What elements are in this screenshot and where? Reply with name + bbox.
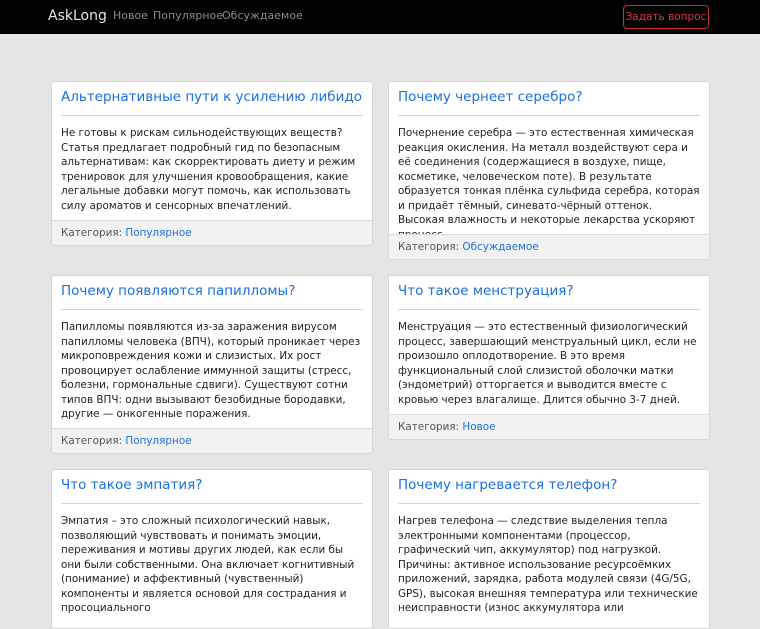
question-card (388, 275, 710, 440)
card-divider (61, 503, 363, 504)
card-divider (398, 503, 700, 504)
question-title-link[interactable]: Альтернативные пути к усилению либидо (61, 89, 362, 105)
question-title-link[interactable]: Что такое эмпатия? (61, 477, 203, 493)
brand-logo[interactable]: AskLong (48, 8, 107, 24)
question-card (388, 81, 710, 260)
nav-link-discussed[interactable]: Обсуждаемое (222, 9, 303, 22)
top-navbar (0, 0, 760, 34)
question-excerpt: Не готовы к рискам сильнодействующих веществ? Статья предлагает подробный гид по безопасным альтернативам: как скорректировать диету и режим тренировок для улучшения кровообращения, какие легальные добавки могут помочь, как использовать силу ароматов и сенсорных впечатлений. (61, 127, 356, 212)
card-footer (52, 428, 372, 453)
ask-question-button[interactable]: Задать вопрос (623, 5, 709, 29)
question-card (51, 275, 373, 454)
card-divider (61, 309, 363, 310)
question-card (388, 469, 710, 629)
category-link[interactable]: Популярное (125, 227, 192, 239)
category-label: Категория: (61, 435, 123, 447)
card-footer (52, 220, 372, 245)
question-title-link[interactable]: Почему нагревается телефон? (398, 477, 618, 493)
question-excerpt: Папилломы появляются из-за заражения вирусом папилломы человека (ВПЧ), который проникает через микроповреждения кожи и слизистых. Их рост провоцирует ослабление иммунной защиты (стресс, болезни, гормональные сдвиги). Существуют сотни типов ВПЧ: одни вызывают безобидные бородавки, другие — онкогенные поражения. (61, 321, 361, 420)
card-divider (398, 309, 700, 310)
category-label: Категория: (61, 227, 123, 239)
category-link[interactable]: Новое (462, 421, 496, 433)
category-label: Категория: (398, 241, 460, 253)
category-link[interactable]: Популярное (125, 435, 192, 447)
nav-link-new[interactable]: Новое (113, 9, 148, 22)
question-title-link[interactable]: Почему чернеет серебро? (398, 89, 583, 105)
card-footer (389, 414, 709, 439)
category-link[interactable]: Обсуждаемое (462, 241, 539, 253)
question-excerpt: Нагрев телефона — следствие выделения тепла электронными компонентами (процессор, графический чип, аккумулятор) под нагрузкой. Причины: активное использование ресурсоёмких приложений, зарядка, работа модулей связи (4G/5G, GPS), высокая внешняя температура или технические неисправности (износ аккумулятора или (398, 515, 698, 614)
card-divider (398, 115, 700, 116)
question-title-link[interactable]: Почему появляются папилломы? (61, 283, 296, 299)
question-card (51, 469, 373, 629)
question-title-link[interactable]: Что такое менструация? (398, 283, 574, 299)
card-footer (389, 234, 709, 259)
question-card (51, 81, 373, 246)
category-label: Категория: (398, 421, 460, 433)
question-excerpt: Эмпатия – это сложный психологический навык, позволяющий чувствовать и понимать эмоции, переживания и мотивы других людей, как если бы они были собственными. Она включает когнитивный (понимание) и аффективный (чувственный) компоненты и является основой для сострадания и просоциального (61, 515, 355, 614)
nav-link-popular[interactable]: Популярное (153, 9, 224, 22)
question-excerpt: Менструация — это естественный физиологический процесс, завершающий менструальный цикл, если не произошло оплодотворение. В это время функциональный слой слизистой оболочки матки (эндометрий) отторгается и выводится вместе с кровью через влагалище. Длится обычно 3-7 дней. (398, 321, 697, 406)
question-excerpt: Почернение серебра — это естественная химическая реакция окисления. На металл воздействуют сера и её соединения (содержащиеся в воздухе, пище, косметике, человеческом поте). В результате образуется тонкая плёнка сульфида серебра, которая и придаёт тёмный, синевато-чёрный оттенок. Высокая влажность и некоторые лекарства ускоряют (398, 127, 700, 226)
card-divider (61, 115, 363, 116)
